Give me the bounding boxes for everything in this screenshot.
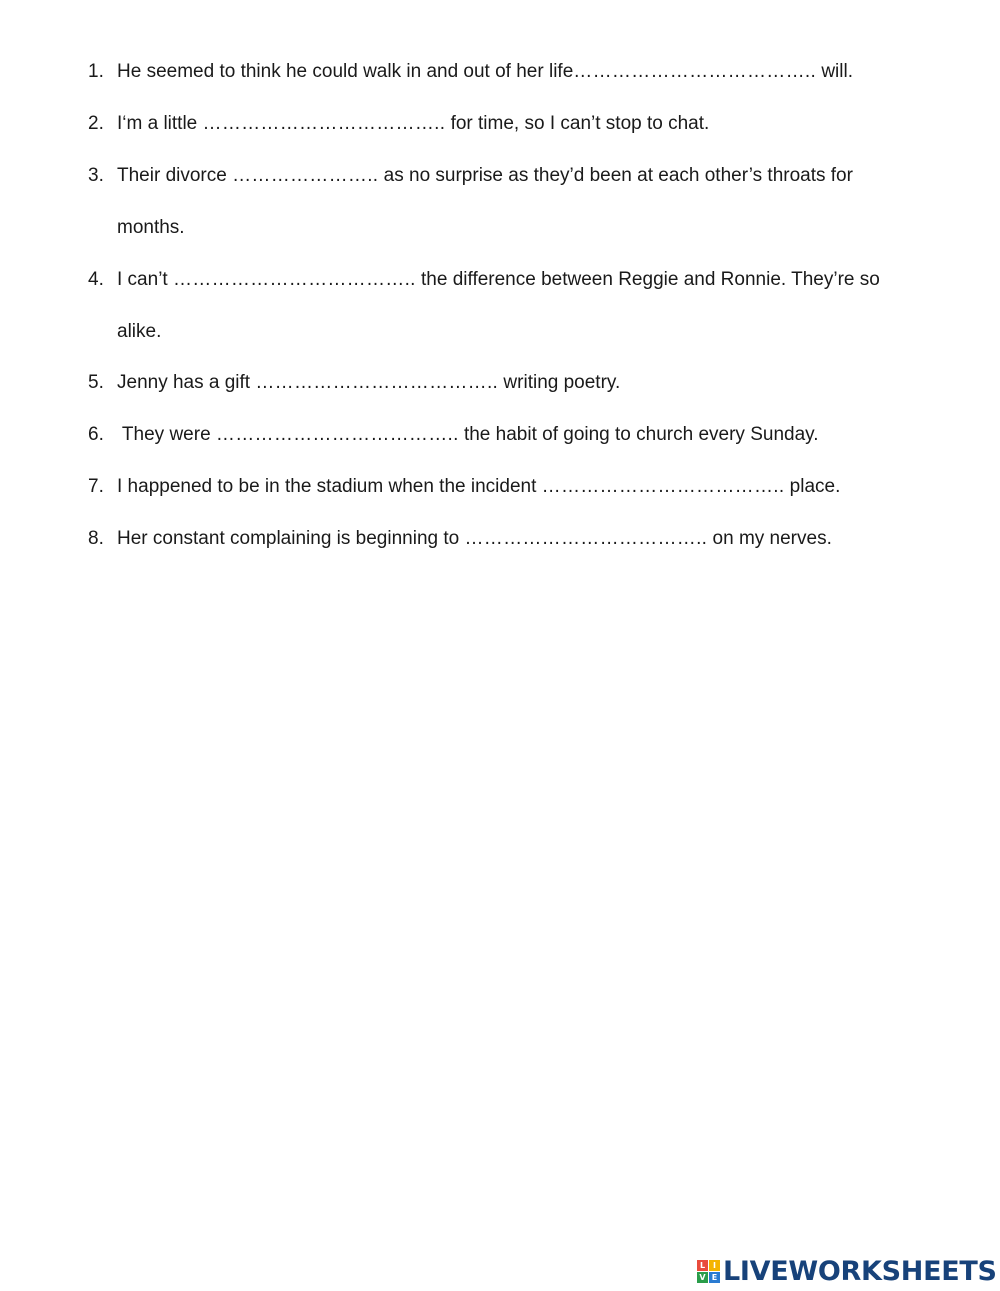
item-6-blank[interactable]: ……………………………….. [215, 424, 459, 445]
logo-mark-l: L [697, 1260, 708, 1271]
item-1-number: 1. [88, 61, 104, 82]
item-7-number: 7. [88, 476, 104, 497]
item-8-pre: Her constant complaining is beginning to [117, 528, 465, 549]
item-5-blank[interactable]: ……………………………….. [255, 372, 499, 393]
item-8-blank[interactable]: ……………………………….. [464, 528, 708, 549]
item-6-text [117, 423, 819, 447]
item-4-continuation: alike. [117, 321, 162, 342]
item-2-number: 2. [88, 113, 104, 134]
item-7-text [117, 475, 840, 499]
item-2-pre: I‘m a little [117, 113, 203, 134]
item-2-text [117, 112, 709, 136]
item-5-number: 5. [88, 372, 104, 393]
item-4-text [117, 268, 880, 292]
item-4-blank[interactable]: ……………………………….. [172, 269, 416, 290]
item-6-pre: They were [117, 424, 216, 445]
item-1-pre: He seemed to think he could walk in and out of her life [117, 61, 574, 82]
item-2-post: for time, so I can’t stop to chat. [445, 113, 710, 134]
item-7-post: place. [784, 476, 841, 497]
item-1-blank[interactable]: ……………………………….. [573, 61, 817, 82]
item-6-post: the habit of going to church every Sunday. [458, 424, 819, 445]
item-1-post: will. [816, 61, 853, 82]
item-3-continuation: months. [117, 217, 185, 238]
item-3-pre: Their divorce [117, 165, 233, 186]
item-5-pre: Jenny has a gift [117, 372, 256, 393]
item-4-post: the difference between Reggie and Ronnie. They’re so [415, 269, 880, 290]
item-8-text [117, 527, 832, 551]
item-4-number: 4. [88, 269, 104, 290]
item-1-text [117, 60, 853, 84]
item-6-number: 6. [88, 424, 104, 445]
logo-mark-e: E [709, 1272, 720, 1283]
item-3-post: as no surprise as they’d been at each other’s throats for [378, 165, 853, 186]
liveworksheets-logo [697, 1256, 997, 1286]
item-5-text [117, 371, 620, 395]
item-7-blank[interactable]: ……………………………….. [541, 476, 785, 497]
item-8-post: on my nerves. [707, 528, 832, 549]
item-3-blank[interactable]: ………………….. [232, 165, 379, 186]
item-3-number: 3. [88, 165, 104, 186]
item-8-number: 8. [88, 528, 104, 549]
logo-mark-icon [697, 1260, 720, 1283]
logo-mark-v: V [697, 1272, 708, 1283]
logo-text: LIVEWORKSHEETS [723, 1255, 997, 1287]
item-7-pre: I happened to be in the stadium when the incident [117, 476, 542, 497]
logo-mark-i: I [709, 1260, 720, 1271]
item-4-pre: I can’t [117, 269, 173, 290]
item-2-blank[interactable]: ……………………………….. [202, 113, 446, 134]
item-3-text [117, 164, 853, 188]
item-5-post: writing poetry. [498, 372, 621, 393]
